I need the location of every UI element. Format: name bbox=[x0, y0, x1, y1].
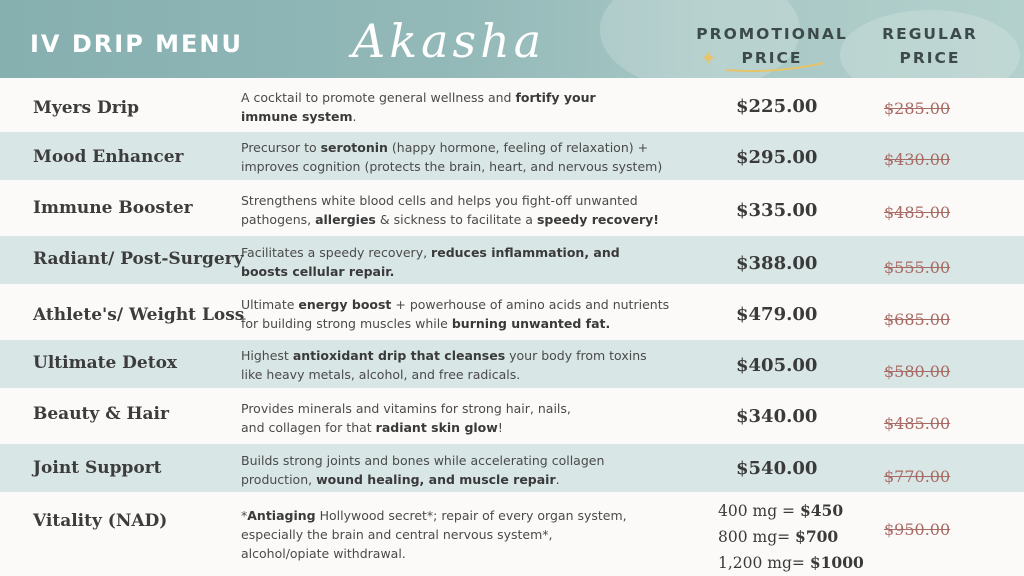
menu-row bbox=[0, 132, 1024, 180]
regular-price-column-header bbox=[868, 22, 992, 70]
regular-header-line2: PRICE bbox=[899, 49, 961, 67]
nad-tier-prices bbox=[718, 498, 864, 576]
menu-header bbox=[0, 0, 1024, 78]
drip-name: Mood Enhancer bbox=[33, 147, 184, 167]
drip-name: Immune Booster bbox=[33, 198, 193, 218]
promo-price: $335.00 bbox=[736, 200, 818, 221]
promo-header-line2: PRICE bbox=[741, 49, 803, 67]
menu-row bbox=[0, 78, 1024, 132]
regular-price: $770.00 bbox=[884, 467, 951, 486]
menu-row bbox=[0, 492, 1024, 576]
promo-price: $340.00 bbox=[736, 406, 818, 427]
drip-description: Strengthens white blood cells and helps you fight-off unwanted pathogens, allergies & sickness to facilitate a speedy recovery! bbox=[241, 193, 660, 227]
menu-row bbox=[0, 180, 1024, 236]
regular-price: $685.00 bbox=[884, 310, 951, 329]
drip-description: *Antiaging Hollywood secret*; repair of every organ system, especially the brain and central nervous system*, alcohol/opiate withdrawal. bbox=[241, 508, 627, 561]
regular-price: $430.00 bbox=[884, 150, 951, 169]
promo-price: $388.00 bbox=[736, 253, 818, 274]
menu-row bbox=[0, 444, 1024, 492]
swoosh-icon bbox=[724, 60, 828, 74]
drip-description: Facilitates a speedy recovery, reduces inflammation, and boosts cellular repair. bbox=[241, 245, 620, 279]
sparkle-icon: ✦ bbox=[700, 46, 717, 70]
regular-price: $485.00 bbox=[884, 203, 951, 222]
promo-price: $225.00 bbox=[736, 96, 818, 117]
drip-name: Vitality (NAD) bbox=[33, 511, 168, 531]
promo-price: $479.00 bbox=[736, 304, 818, 325]
menu-row bbox=[0, 236, 1024, 284]
brand-logo: Akasha bbox=[352, 14, 546, 68]
nad-tier: 1,200 mg= $1000 bbox=[718, 553, 864, 572]
regular-price: $580.00 bbox=[884, 362, 951, 381]
drip-name: Beauty & Hair bbox=[33, 404, 169, 424]
drip-name: Radiant/ Post-Surgery bbox=[33, 249, 244, 269]
drip-description: A cocktail to promote general wellness and fortify your immune system. bbox=[241, 90, 596, 124]
menu-row bbox=[0, 340, 1024, 388]
drip-description: Highest antioxidant drip that cleanses your body from toxins like heavy metals, alcohol, and free radicals. bbox=[241, 348, 647, 382]
promo-price: $540.00 bbox=[736, 458, 818, 479]
regular-price: $485.00 bbox=[884, 414, 951, 433]
regular-price: $285.00 bbox=[884, 99, 951, 118]
regular-price: $555.00 bbox=[884, 258, 951, 277]
nad-tier: 800 mg= $700 bbox=[718, 527, 839, 546]
regular-header-line1: REGULAR bbox=[882, 25, 978, 43]
promo-header-line1: PROMOTIONAL bbox=[696, 25, 848, 43]
drip-description: Builds strong joints and bones while accelerating collagen production, wound healing, and muscle repair. bbox=[241, 453, 605, 487]
drip-name: Myers Drip bbox=[33, 98, 140, 118]
drip-name: Athlete's/ Weight Loss bbox=[33, 305, 245, 325]
regular-price: $950.00 bbox=[884, 520, 951, 539]
drip-description: Ultimate energy boost + powerhouse of amino acids and nutrients for building strong muscles while burning unwanted fat. bbox=[241, 297, 670, 331]
menu-row bbox=[0, 284, 1024, 340]
menu-title: IV DRIP MENU bbox=[30, 30, 243, 58]
promo-price: $295.00 bbox=[736, 147, 818, 168]
drip-name: Ultimate Detox bbox=[33, 353, 178, 373]
promo-price: $405.00 bbox=[736, 355, 818, 376]
drip-description: Precursor to serotonin (happy hormone, feeling of relaxation) + improves cognition (protects the brain, heart, and nervous system) bbox=[241, 140, 663, 174]
menu-row bbox=[0, 388, 1024, 444]
drip-description: Provides minerals and vitamins for strong hair, nails, and collagen for that radiant skin glow! bbox=[241, 401, 571, 435]
drip-name: Joint Support bbox=[33, 458, 162, 478]
nad-tier: 400 mg = $450 bbox=[718, 501, 844, 520]
